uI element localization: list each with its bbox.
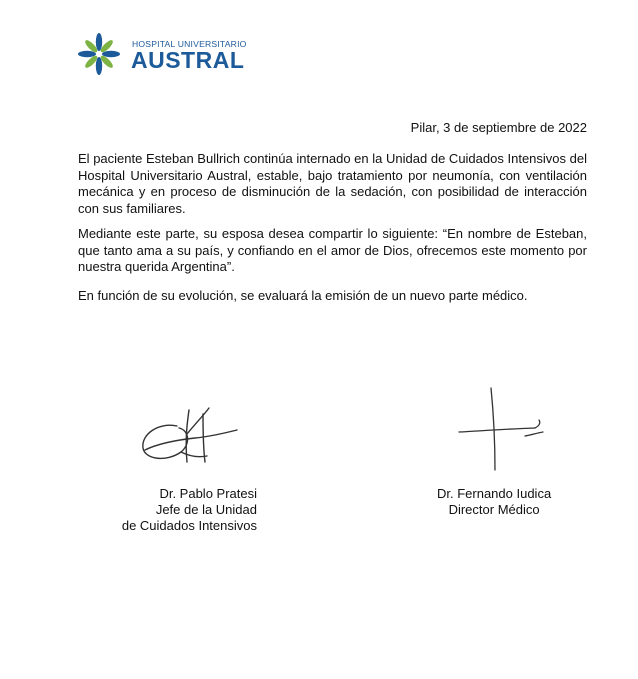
flower-logo-icon: [77, 32, 121, 76]
paragraph-family-message: Mediante este parte, su esposa desea compartir lo siguiente: “En nombre de Esteban, que tanto ama a su país, y confiando en el amor de Dios, ofrecemos este momento por nuestra querida Argentina”.: [78, 226, 587, 274]
signer-title-line1: Director Médico: [448, 502, 540, 517]
signer-title-line2: de Cuidados Intensivos: [121, 518, 257, 533]
signer-title-line1: Jefe de la Unidad: [155, 502, 257, 517]
signature-left: [137, 404, 241, 468]
signer-name: Dr. Fernando Iudica: [437, 486, 552, 501]
signer-iudica: [437, 486, 551, 518]
paragraph-status: El paciente Esteban Bullrich continúa internado en la Unidad de Cuidados Intensivos del Hospital Universitario Austral, estable, bajo tratamiento por neumonía, con ventilación mecánica y en proceso de disminución de la sedación, con posibilidad de interacción con sus familiares.: [78, 151, 587, 216]
logo-title: AUSTRAL: [131, 47, 245, 73]
document-date: Pilar, 3 de septiembre de 2022: [410, 120, 587, 135]
signature-right: [455, 386, 547, 474]
signer-pratesi: [122, 486, 257, 534]
paragraph-next-report: En función de su evolución, se evaluará la emisión de un nuevo parte médico.: [78, 288, 528, 303]
hospital-logo: [77, 32, 247, 76]
signer-name: Dr. Pablo Pratesi: [159, 486, 257, 501]
logo-subtitle: HOSPITAL UNIVERSITARIO: [132, 39, 247, 49]
